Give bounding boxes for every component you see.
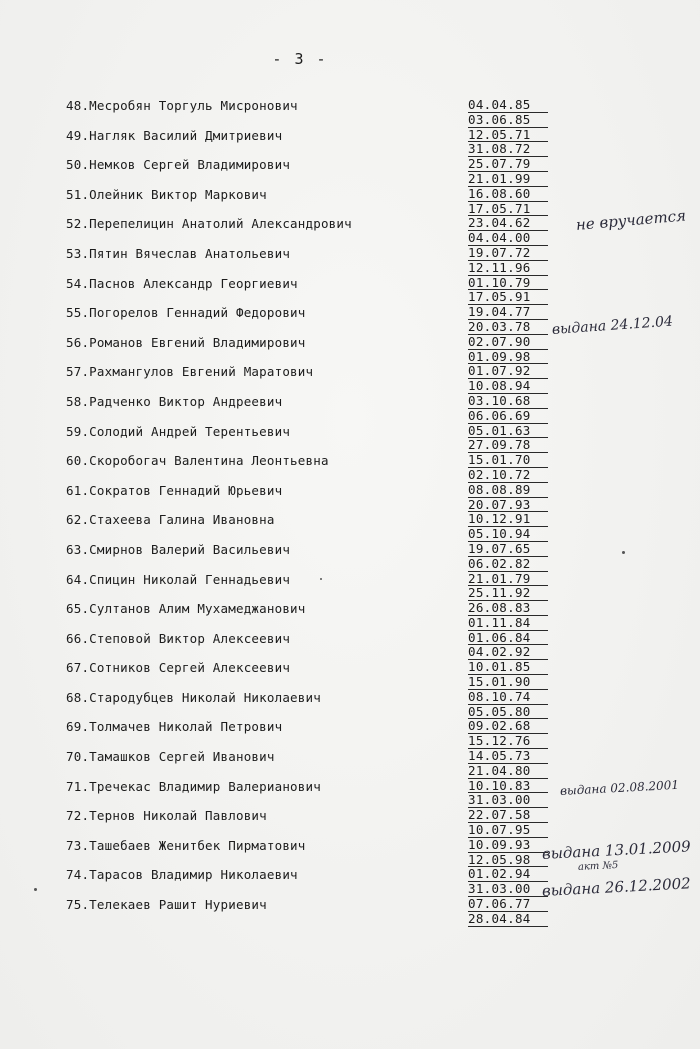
date-value: 01.02.94 (468, 867, 548, 882)
date-value: 21.04.80 (468, 764, 548, 779)
date-value: 01.06.84 (468, 631, 548, 646)
list-item: 58.Радченко Виктор Андреевич (66, 393, 283, 409)
date-value: 02.10.72 (468, 468, 548, 483)
date-value: 05.01.63 (468, 424, 548, 439)
date-value: 15.12.76 (468, 734, 548, 749)
date-value: 04.04.85 (468, 98, 548, 113)
list-item: 69.Толмачев Николай Петрович (66, 719, 283, 735)
date-value: 17.05.71 (468, 202, 548, 217)
scan-speck (622, 551, 625, 554)
list-item: 56.Романов Евгений Владимирович (66, 334, 306, 350)
list-item: 67.Сотников Сергей Алексеевич (66, 660, 291, 676)
list-item: 53.Пятин Вячеслав Анатольевич (66, 245, 291, 261)
date-value: 02.07.90 (468, 335, 548, 350)
list-item: 52.Перепелицин Анатолий Александрович (66, 216, 352, 232)
date-value: 16.08.60 (468, 187, 548, 202)
handwritten-note: акт №5 (577, 859, 619, 873)
date-value: 27.09.78 (468, 438, 548, 453)
date-value: 23.04.62 (468, 216, 548, 231)
date-value: 10.09.93 (468, 838, 548, 853)
date-value: 08.10.74 (468, 690, 548, 705)
list-item: 66.Степовой Виктор Алексеевич (66, 630, 291, 646)
list-item: 65.Султанов Алим Мухамеджанович (66, 601, 306, 617)
name-list (66, 98, 406, 927)
date-value: 01.11.84 (468, 616, 548, 631)
date-value: 10.10.83 (468, 779, 548, 794)
list-item: 74.Тарасов Владимир Николаевич (66, 867, 298, 883)
date-value: 12.05.98 (468, 853, 548, 868)
list-item: 72.Тернов Николай Павлович (66, 808, 267, 824)
list-item: 55.Погорелов Геннадий Федорович (66, 305, 306, 321)
list-item: 62.Стахеева Галина Ивановна (66, 512, 275, 528)
date-value: 05.10.94 (468, 527, 548, 542)
date-value: 10.08.94 (468, 379, 548, 394)
date-value: 04.02.92 (468, 645, 548, 660)
list-item: 54.Паснов Александр Георгиевич (66, 275, 298, 291)
list-item: 59.Солодий Андрей Терентьевич (66, 423, 291, 439)
date-value: 19.07.65 (468, 542, 548, 557)
date-value: 10.07.95 (468, 823, 548, 838)
handwritten-note: выдана 24.12.04 (551, 313, 674, 338)
date-value: 21.01.99 (468, 172, 548, 187)
date-value: 25.11.92 (468, 586, 548, 601)
list-item: 71.Тречекас Владимир Валерианович (66, 778, 321, 794)
date-value: 06.02.82 (468, 557, 548, 572)
list-item: 57.Рахмангулов Евгений Маратович (66, 364, 314, 380)
date-value: 15.01.70 (468, 453, 548, 468)
date-value: 28.04.84 (468, 912, 548, 927)
date-value: 14.05.73 (468, 749, 548, 764)
date-value: 10.01.85 (468, 660, 548, 675)
handwritten-note: не вручается (575, 206, 687, 234)
date-value: 01.10.79 (468, 276, 548, 291)
date-value: 15.01.90 (468, 675, 548, 690)
date-value: 12.05.71 (468, 128, 548, 143)
date-value: 19.07.72 (468, 246, 548, 261)
date-value: 31.03.00 (468, 793, 548, 808)
date-value: 26.08.83 (468, 601, 548, 616)
date-value: 19.04.77 (468, 305, 548, 320)
date-value: 05.05.80 (468, 705, 548, 720)
handwritten-note: выдана 26.12.2002 (541, 874, 692, 900)
scan-speck (34, 888, 37, 891)
handwritten-note: выдана 02.08.2001 (559, 777, 680, 798)
date-value: 01.09.98 (468, 350, 548, 365)
date-value: 09.02.68 (468, 719, 548, 734)
date-value: 08.08.89 (468, 483, 548, 498)
list-item: 51.Олейник Виктор Маркович (66, 186, 267, 202)
date-value: 06.06.69 (468, 409, 548, 424)
scan-speck (320, 578, 322, 580)
list-item: 63.Смирнов Валерий Васильевич (66, 541, 291, 557)
list-item: 50.Немков Сергей Владимирович (66, 157, 291, 173)
date-value: 03.06.85 (468, 113, 548, 128)
date-value: 22.07.58 (468, 808, 548, 823)
date-column (468, 98, 548, 927)
date-value: 17.05.91 (468, 290, 548, 305)
date-value: 20.07.93 (468, 498, 548, 513)
date-value: 04.04.00 (468, 231, 548, 246)
date-value: 07.06.77 (468, 897, 548, 912)
list-item: 73.Ташебаев Женитбек Пирматович (66, 837, 306, 853)
list-item: 64.Спицин Николай Геннадьевич (66, 571, 291, 587)
date-value: 31.03.00 (468, 882, 548, 897)
date-value: 25.07.79 (468, 157, 548, 172)
list-item: 60.Скоробогач Валентина Леонтьевна (66, 453, 329, 469)
list-item: 68.Стародубцев Николай Николаевич (66, 689, 321, 705)
list-item: 49.Нагляк Василий Дмитриевич (66, 127, 283, 143)
date-value: 31.08.72 (468, 142, 548, 157)
date-value: 01.07.92 (468, 364, 548, 379)
list-item: 48.Месробян Торгуль Мисронович (66, 98, 298, 113)
page-number: - 3 - (272, 50, 328, 68)
date-value: 20.03.78 (468, 320, 548, 335)
date-value: 21.01.79 (468, 572, 548, 587)
date-value: 03.10.68 (468, 394, 548, 409)
date-value: 10.12.91 (468, 512, 548, 527)
list-item: 75.Телекаев Рашит Нуриевич (66, 897, 267, 913)
handwritten-note: выдана 13.01.2009 (541, 837, 692, 863)
date-value: 12.11.96 (468, 261, 548, 276)
list-item: 61.Сократов Геннадий Юрьевич (66, 482, 283, 498)
list-item: 70.Тамашков Сергей Иванович (66, 749, 275, 765)
